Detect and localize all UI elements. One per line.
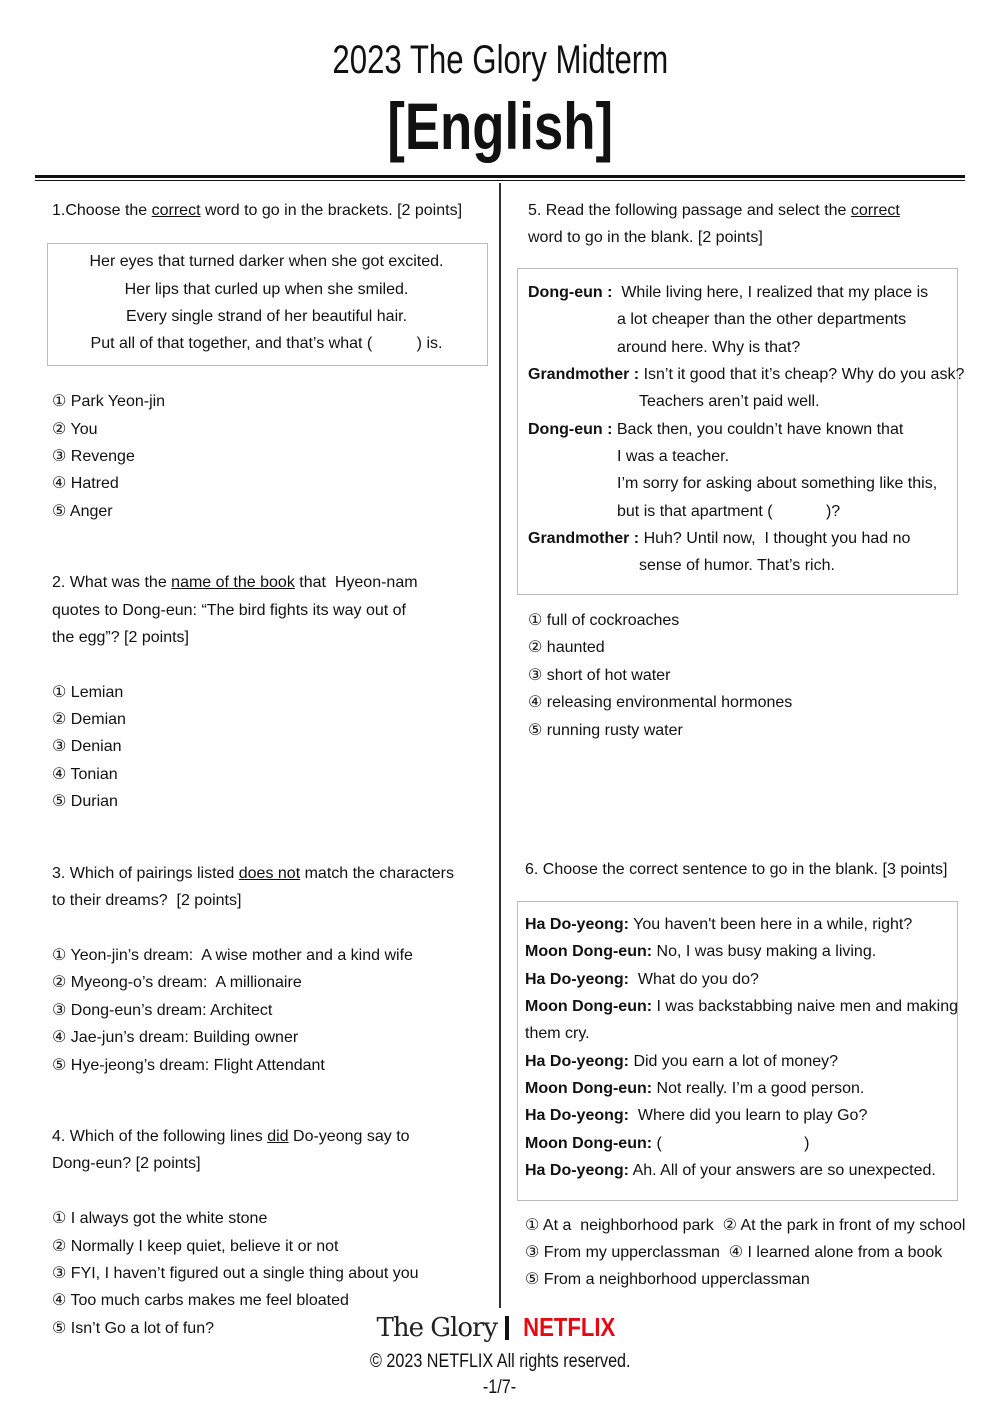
question-4-title-line: Dong-eun? [2 points] bbox=[52, 1155, 201, 1172]
question-1-title: 1.Choose the correct word to go in the brackets. [2 points] bbox=[52, 202, 463, 219]
question-3-title-line: to their dreams? [2 points] bbox=[52, 892, 242, 909]
option[interactable]: ① Park Yeon-jin bbox=[52, 393, 166, 410]
dialogue-line: Ha Do-yeong: You haven't been here in a while, right? bbox=[525, 916, 913, 933]
dialogue-line: Teachers aren’t paid well. bbox=[639, 393, 820, 410]
dialogue-line: Ha Do-yeong: Did you earn a lot of money? bbox=[525, 1053, 839, 1070]
question-5-title: 5. Read the following passage and select the correct bbox=[528, 202, 900, 219]
option[interactable]: ④ Too much carbs makes me feel bloated bbox=[52, 1292, 349, 1309]
option[interactable]: ⑤ Isn’t Go a lot of fun? bbox=[52, 1320, 214, 1337]
footer-logo bbox=[0, 1310, 1000, 1349]
divider-thin bbox=[35, 180, 965, 181]
passage-line: Put all of that together, and that’s what ( ) is. bbox=[90, 335, 443, 352]
option[interactable]: ③ Denian bbox=[52, 738, 122, 755]
dialogue-line: Dong-eun : While living here, I realized that my place is bbox=[528, 284, 929, 301]
option[interactable]: ③ short of hot water bbox=[528, 667, 671, 684]
option[interactable]: ④ Hatred bbox=[52, 475, 119, 492]
option[interactable]: ③ Revenge bbox=[52, 448, 135, 465]
option[interactable]: ⑤ Anger bbox=[52, 503, 113, 520]
dialogue-line: Grandmother : Huh? Until now, I thought you had no bbox=[528, 530, 911, 547]
option[interactable]: ⑤ Hye-jeong’s dream: Flight Attendant bbox=[52, 1057, 325, 1074]
option[interactable]: ① Lemian bbox=[52, 684, 124, 701]
option[interactable]: ④ releasing environmental hormones bbox=[528, 694, 793, 711]
dialogue-line: Moon Dong-eun: Not really. I’m a good person. bbox=[525, 1080, 865, 1097]
question-2-title-line: the egg”? [2 points] bbox=[52, 629, 189, 646]
netflix-logo: NETFLIX bbox=[523, 1312, 616, 1342]
question-5-title-line: word to go in the blank. [2 points] bbox=[528, 229, 763, 246]
dialogue-line: around here. Why is that? bbox=[617, 339, 801, 356]
dialogue-line: a lot cheaper than the other departments bbox=[617, 311, 907, 328]
option[interactable]: ④ Tonian bbox=[52, 766, 118, 783]
passage-line: Her eyes that turned darker when she got excited. bbox=[89, 253, 444, 270]
passage-line: Her lips that curled up when she smiled. bbox=[124, 281, 409, 298]
option[interactable]: ⑤ Durian bbox=[52, 793, 118, 810]
dialogue-line: Moon Dong-eun: I was backstabbing naive men and making bbox=[525, 998, 959, 1015]
dialogue-line: Grandmother : Isn’t it good that it’s cheap? Why do you ask? bbox=[528, 366, 965, 383]
option[interactable]: ⑤ From a neighborhood upperclassman bbox=[525, 1271, 810, 1288]
subject-title-text: [English] bbox=[387, 89, 613, 163]
dialogue-line: Dong-eun : Back then, you couldn’t have known that bbox=[528, 421, 904, 438]
passage-line: Every single strand of her beautiful hair. bbox=[125, 308, 408, 325]
dialogue-line: sense of humor. That’s rich. bbox=[639, 557, 835, 574]
page-number: -1/7- bbox=[483, 1377, 517, 1398]
copyright: © 2023 NETFLIX All rights reserved. bbox=[369, 1351, 631, 1372]
dialogue-line: Moon Dong-eun: No, I was busy making a living. bbox=[525, 943, 877, 960]
dialogue-line: Ha Do-yeong: What do you do? bbox=[525, 971, 759, 988]
question-2-title-line: quotes to Dong-eun: “The bird fights its way out of bbox=[52, 602, 406, 619]
dialogue-line: Ha Do-yeong: Where did you learn to play Go? bbox=[525, 1107, 868, 1124]
option[interactable]: ① Yeon-jin’s dream: A wise mother and a kind wife bbox=[52, 947, 413, 964]
option[interactable]: ⑤ running rusty water bbox=[528, 722, 683, 739]
exam-title bbox=[0, 36, 1000, 84]
question-2-title: 2. What was the name of the book that Hyeon-nam bbox=[52, 574, 418, 591]
option[interactable]: ① full of cockroaches bbox=[528, 612, 680, 629]
option[interactable]: ④ Jae-jun’s dream: Building owner bbox=[52, 1029, 299, 1046]
option[interactable]: ② Demian bbox=[52, 711, 126, 728]
dialogue-line: I’m sorry for asking about something like this, bbox=[617, 475, 938, 492]
the-glory-logo: The Glory bbox=[376, 1313, 498, 1343]
question-4-title: 4. Which of the following lines did Do-yeong say to bbox=[52, 1128, 410, 1145]
option[interactable]: ② haunted bbox=[528, 639, 605, 656]
dialogue-line: but is that apartment ( )? bbox=[617, 503, 841, 520]
logo-separator bbox=[505, 1316, 509, 1340]
option[interactable]: ③ From my upperclassman ④ I learned alone from a book bbox=[525, 1244, 943, 1261]
option[interactable]: ② Normally I keep quiet, believe it or not bbox=[52, 1238, 339, 1255]
option[interactable]: ① At a neighborhood park ② At the park in front of my school bbox=[525, 1217, 966, 1234]
question-6-title: 6. Choose the correct sentence to go in the blank. [3 points] bbox=[525, 861, 948, 878]
exam-title-text: 2023 The Glory Midterm bbox=[332, 38, 668, 82]
option[interactable]: ② You bbox=[52, 421, 98, 438]
column-divider bbox=[499, 183, 501, 1308]
option[interactable]: ③ Dong-eun’s dream: Architect bbox=[52, 1002, 273, 1019]
option[interactable]: ① I always got the white stone bbox=[52, 1210, 268, 1227]
question-3-title: 3. Which of pairings listed does not match the characters bbox=[52, 865, 454, 882]
dialogue-line: Moon Dong-eun: ( ) bbox=[525, 1135, 810, 1152]
dialogue-line: Ha Do-yeong: Ah. All of your answers are so unexpected. bbox=[525, 1162, 936, 1179]
dialogue-line: I was a teacher. bbox=[617, 448, 730, 465]
option[interactable]: ③ FYI, I haven’t figured out a single thing about you bbox=[52, 1265, 419, 1282]
option[interactable]: ② Myeong-o’s dream: A millionaire bbox=[52, 974, 302, 991]
dialogue-line: them cry. bbox=[525, 1025, 590, 1042]
divider-thick bbox=[35, 175, 965, 178]
subject-title bbox=[0, 88, 1000, 164]
